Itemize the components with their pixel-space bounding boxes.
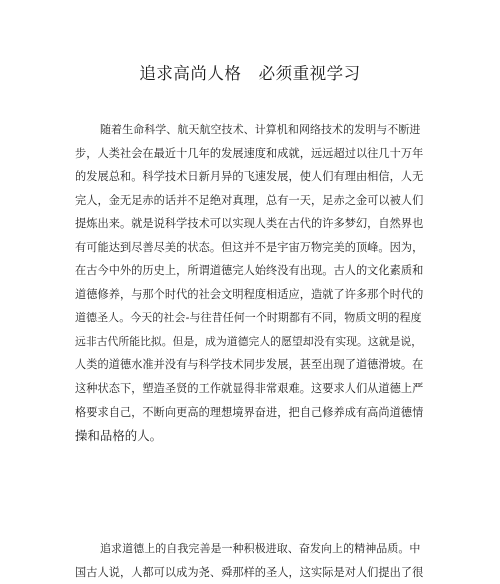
paragraph-2 <box>75 537 425 584</box>
text-line: 提炼出来。就是说科学技术可以实现人类在古代的许多梦幻，自然界也 <box>75 217 424 231</box>
text-line: 有可能达到尽善尽美的状态。但这并不是宇宙万物完美的顶峰。因为， <box>75 240 424 254</box>
text-line: 道德圣人。今天的社会-与往昔任何一个时期都有不同，物质文明的程度 <box>75 311 422 325</box>
text-line: 国古人说，人都可以成为尧、舜那样的圣人，这实际是对人们提出了很 <box>75 565 424 579</box>
page-title: 追求高尚人格 必须重视学习 <box>139 64 361 83</box>
text-line: 追求道德上的自我完善是一种积极进取、奋发向上的精神品质。中 <box>100 542 421 555</box>
text-line: 格要求自己，不断向更高的理想境界奋进，把自己修养成有高尚道德情 <box>75 405 424 419</box>
text-line: 的发展总和。科学技术日新月异的飞速发展，使人们有理由相信，人无 <box>75 170 424 184</box>
text-line: 随着生命科学、航天航空技术、计算机和网络技术的发明与不断进 <box>100 123 421 136</box>
text-line: 完人，金无足赤的话并不足绝对真理，总有一天，足赤之金可以被人们 <box>75 193 424 207</box>
text-line: 这种状态下，塑造圣贤的工作就显得非常艰难。这要求人们从道德上严 <box>75 382 424 396</box>
text-line: 操和品格的人。 <box>75 428 163 444</box>
text-line: 人类的道德水准并没有与科学技术同步发展，甚至出现了道德滑坡。在 <box>75 358 424 372</box>
text-line: 在古今中外的历史上，所谓道德完人始终没有出现。古人的文化素质和 <box>75 264 424 278</box>
text-line: 步，人类社会在最近十几年的发展速度和成就，远远超过以往几十万年 <box>75 146 424 160</box>
text-line: 远非古代所能比拟。但是，成为道德完人的愿望却没有实现。这就是说， <box>75 334 423 348</box>
paragraph-1 <box>75 118 425 448</box>
text-line: 道德修养，与那个时代的社会文明程度相适应，造就了许多那个时代的 <box>75 287 424 301</box>
